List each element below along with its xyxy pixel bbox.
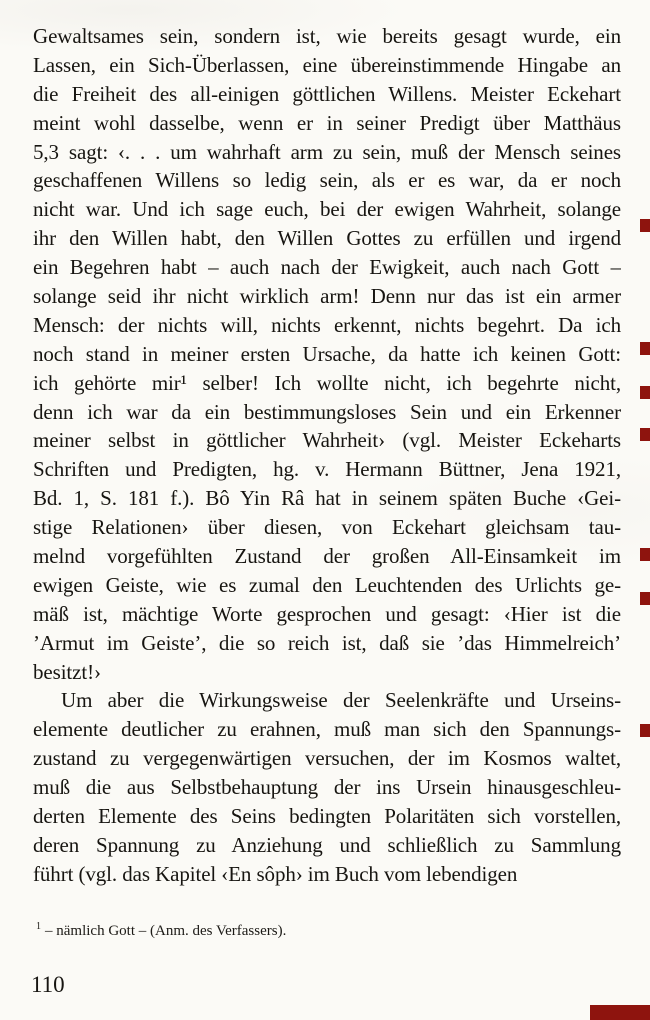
text-line: Lassen, ein Sich-Überlassen, eine übereinstimmende Hingabe an [33, 52, 621, 77]
text-line: die Freiheit des all-einigen göttlichen Willens. Meister Eckehart [33, 81, 621, 106]
red-edge-mark [640, 386, 650, 399]
text-line: Bd. 1, S. 181 f.). Bô Yin Râ hat in seinem späten Buche ‹Gei- [33, 486, 621, 511]
text-line: Mensch: der nichts will, nichts erkennt, nichts begehrt. Da ich [33, 312, 621, 337]
text-line: Schriften und Predigten, hg. v. Hermann Büttner, Jena 1921, [33, 457, 621, 482]
text-line: geschaffenen Willens so ledig sein, als er es war, da er noch [33, 168, 621, 193]
footnote-text: – nämlich Gott – (Anm. des Verfassers). [45, 923, 287, 939]
text-line: deren Spannung zu Anziehung und schließlich zu Sammlung [33, 832, 621, 857]
red-edge-mark [640, 548, 650, 561]
text-line: muß die aus Selbstbehauptung der ins Ursein hinausgeschleu- [33, 775, 621, 800]
text-line: derten Elemente des Seins bedingten Polaritäten sich vorstellen, [33, 804, 621, 829]
red-edge-mark [640, 592, 650, 605]
text-line: ein Begehren habt – auch nach der Ewigkeit, auch nach Gott – [33, 255, 621, 280]
footnote [36, 921, 286, 940]
text-line: ewigen Geiste, wie es zumal den Leuchtenden des Urlichts ge- [33, 572, 621, 597]
text-line: nicht war. Und ich sage euch, bei der ewigen Wahrheit, solange [33, 197, 621, 222]
text-line: Um aber die Wirkungsweise der Seelenkräfte und Urseins- [61, 688, 621, 713]
red-edge-mark [640, 428, 650, 441]
page-number: 110 [31, 972, 65, 997]
text-line: denn ich war da ein bestimmungsloses Sein und ein Erkenner [33, 399, 621, 424]
text-line: 5,3 sagt: ‹. . . um wahrhaft arm zu sein, muß der Mensch seines [33, 139, 621, 164]
text-line: ihr den Willen habt, den Willen Gottes zu erfüllen und irgend [33, 226, 621, 251]
text-line: ’Armut im Geiste’, die so reich ist, daß sie ’das Himmelreich’ [33, 630, 621, 655]
text-line: Gewaltsames sein, sondern ist, wie bereits gesagt wurde, ein [33, 24, 621, 48]
text-line: meiner selbst in göttlicher Wahrheit› (vgl. Meister Eckeharts [33, 428, 621, 453]
red-edge-mark [640, 342, 650, 355]
text-line: zustand zu vergegenwärtigen versuchen, der im Kosmos waltet, [33, 746, 621, 771]
text-line: elemente deutlicher zu erahnen, muß man sich den Spannungs- [33, 717, 621, 742]
text-line: führt (vgl. das Kapitel ‹En sôph› im Buch vom lebendigen [33, 861, 518, 886]
footnote-marker: 1 [36, 921, 41, 932]
text-line: mäß ist, mächtige Worte gesprochen und gesagt: ‹Hier ist die [33, 601, 621, 626]
text-line: solange seid ihr nicht wirklich arm! Denn nur das ist ein armer [33, 284, 621, 309]
red-edge-mark [640, 219, 650, 232]
text-line: noch stand in meiner ersten Ursache, da hatte ich keinen Gott: [33, 341, 621, 366]
body-text [33, 22, 621, 889]
text-line: meint wohl dasselbe, wenn er in seiner Predigt über Matthäus [33, 110, 621, 135]
red-edge-mark [640, 724, 650, 737]
text-line: ich gehörte mir¹ selber! Ich wollte nicht, ich begehrte nicht, [33, 370, 621, 395]
text-line: melnd vorgefühlten Zustand der großen All-Einsamkeit im [33, 544, 621, 569]
text-line: stige Relationen› über diesen, von Eckehart gleichsam tau- [33, 515, 621, 540]
text-line: besitzt!› [33, 659, 101, 684]
red-edge-mark [590, 1005, 650, 1020]
